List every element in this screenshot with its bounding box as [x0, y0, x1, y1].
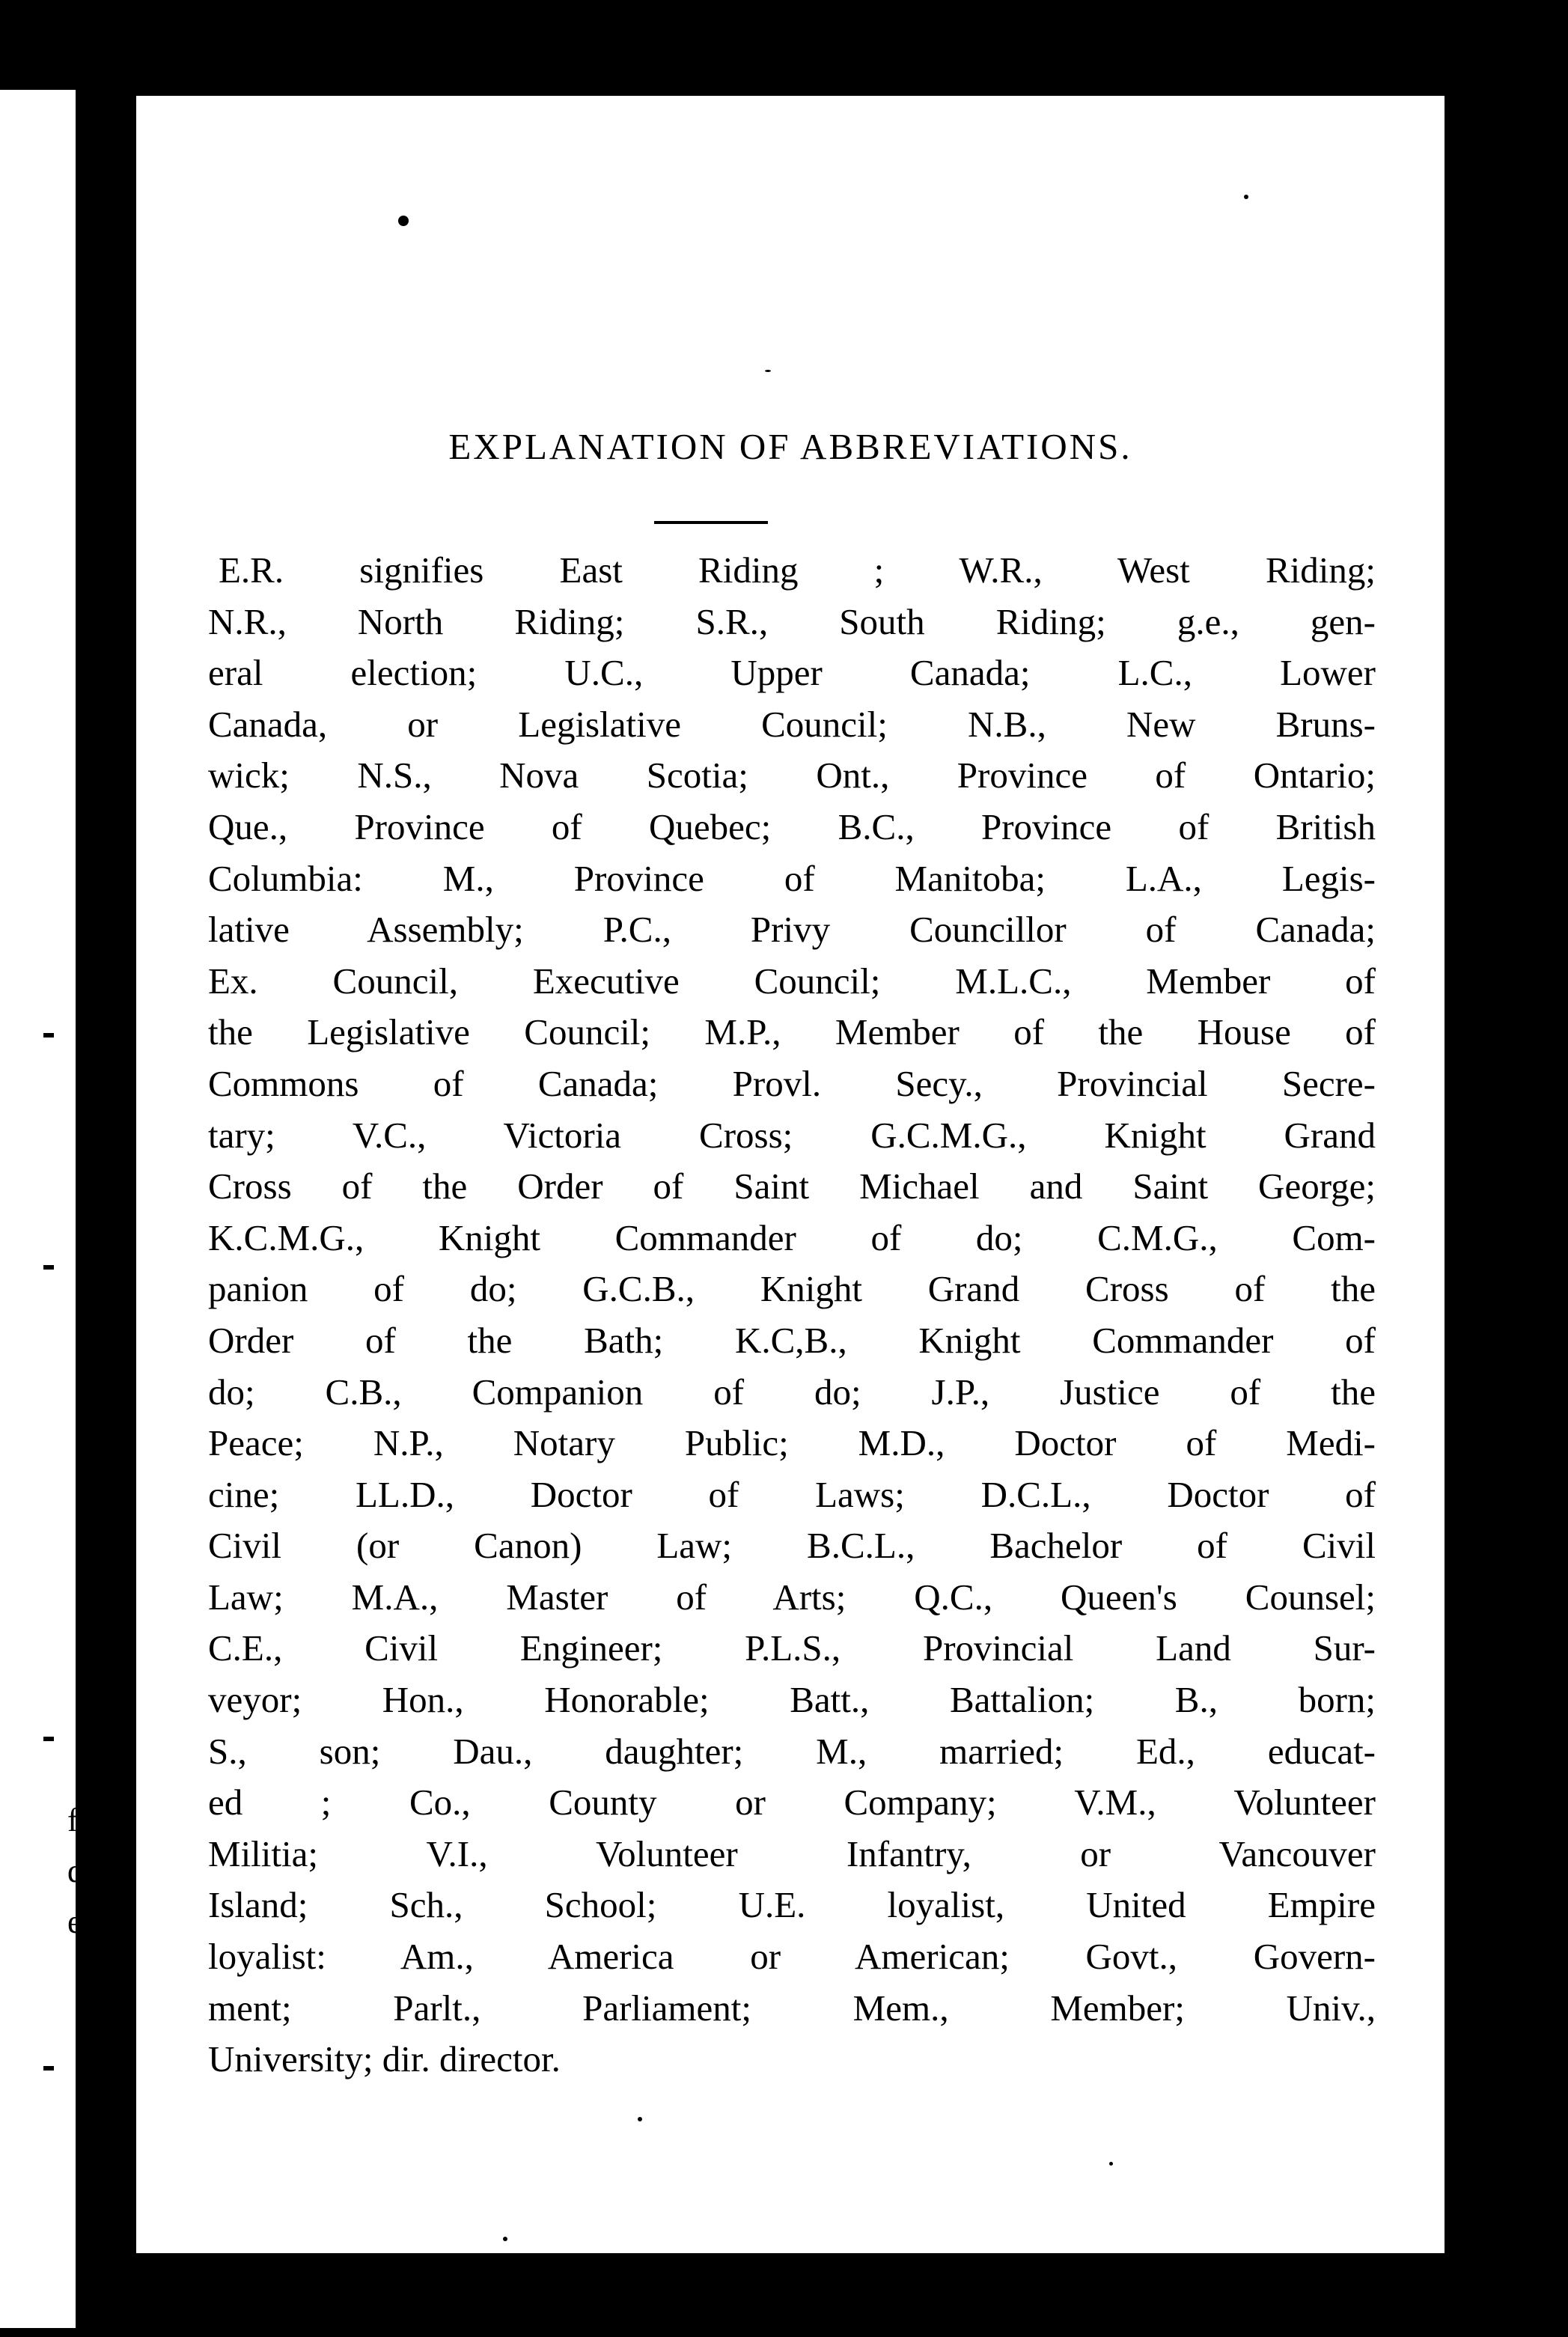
text-line: Civil (or Canon) Law; B.C.L., Bachelor of Civil [208, 1525, 1376, 1567]
ink-speck [765, 370, 771, 372]
text-line: Canada, or Legislative Council; N.B., New Bruns- [208, 703, 1376, 745]
text-line: Order of the Bath; K.C,B., Knight Commander of [208, 1319, 1376, 1361]
ink-speck [1455, 964, 1464, 970]
text-line: veyor; Hon., Honorable; Batt., Battalion; B., born; [208, 1679, 1376, 1721]
text-line: the Legislative Council; M.P., Member of the House of [208, 1011, 1376, 1053]
text-line: wick; N.S., Nova Scotia; Ont., Province of Ontario; [208, 755, 1376, 796]
facing-page-mark [43, 1737, 54, 1741]
text-line: Militia; V.I., Volunteer Infantry, or Vancouver [208, 1832, 1376, 1874]
text-line: Columbia: M., Province of Manitoba; L.A., Legis- [208, 857, 1376, 899]
page-gutter-shadow [76, 90, 101, 2328]
text-line: University; dir. director. [208, 2038, 561, 2080]
text-line: cine; LL.D., Doctor of Laws; D.C.L., Doctor of [208, 1473, 1376, 1515]
text-line: tary; V.C., Victoria Cross; G.C.M.G., Knight Grand [208, 1114, 1376, 1156]
text-line: Law; M.A., Master of Arts; Q.C., Queen's Counsel; [208, 1576, 1376, 1618]
facing-page-text-fragment: d [67, 1853, 84, 1889]
facing-page-text-fragment: f [67, 1802, 79, 1838]
book-page [136, 96, 1445, 2253]
text-line: Que., Province of Quebec; B.C., Province of British [208, 805, 1376, 847]
text-line: Island; Sch., School; U.E. loyalist, United Empire [208, 1884, 1376, 1926]
ink-speck [1109, 2162, 1113, 2166]
text-line: K.C.M.G., Knight Commander of do; C.M.G., Com- [208, 1216, 1376, 1258]
facing-page-edge [0, 90, 101, 2328]
facing-page-mark [43, 2066, 54, 2071]
text-line: Peace; N.P., Notary Public; M.D., Doctor of Medi- [208, 1422, 1376, 1464]
facing-page-text-fragment: e [67, 1904, 82, 1940]
text-line: ed ; Co., County or Company; V.M., Volunteer [208, 1782, 1376, 1823]
facing-page-mark [43, 1033, 54, 1038]
abbreviations-paragraph [208, 545, 1376, 2085]
text-line: loyalist: Am., America or American; Govt., Govern- [208, 1936, 1376, 1978]
text-line: E.R. signifies East Riding ; W.R., West Riding; [219, 549, 1376, 591]
text-line: S., son; Dau., daughter; M., married; Ed., educat- [208, 1730, 1376, 1772]
text-line: do; C.B., Companion of do; J.P., Justice of the [208, 1371, 1376, 1413]
ink-speck [1244, 195, 1248, 199]
page-title: EXPLANATION OF ABBREVIATIONS. [448, 426, 1132, 467]
text-line: lative Assembly; P.C., Privy Councillor of Canada; [208, 909, 1376, 951]
title-rule [654, 521, 768, 524]
ink-speck [398, 216, 409, 226]
ink-speck [503, 2237, 507, 2241]
text-line: C.E., Civil Engineer; P.L.S., Provincial Land Sur- [208, 1627, 1376, 1669]
text-line: Ex. Council, Executive Council; M.L.C., Member of [208, 960, 1376, 1002]
text-line: panion of do; G.C.B., Knight Grand Cross of the [208, 1268, 1376, 1310]
text-line: Cross of the Order of Saint Michael and Saint George; [208, 1166, 1376, 1207]
text-line: ment; Parlt., Parliament; Mem., Member; Univ., [208, 1987, 1376, 2029]
text-line: eral election; U.C., Upper Canada; L.C., Lower [208, 652, 1376, 694]
facing-page-mark [43, 1265, 54, 1270]
text-line: Commons of Canada; Provl. Secy., Provincial Secre- [208, 1062, 1376, 1104]
ink-speck [638, 2117, 642, 2121]
text-line: N.R., North Riding; S.R., South Riding; g.e., gen- [208, 600, 1376, 642]
